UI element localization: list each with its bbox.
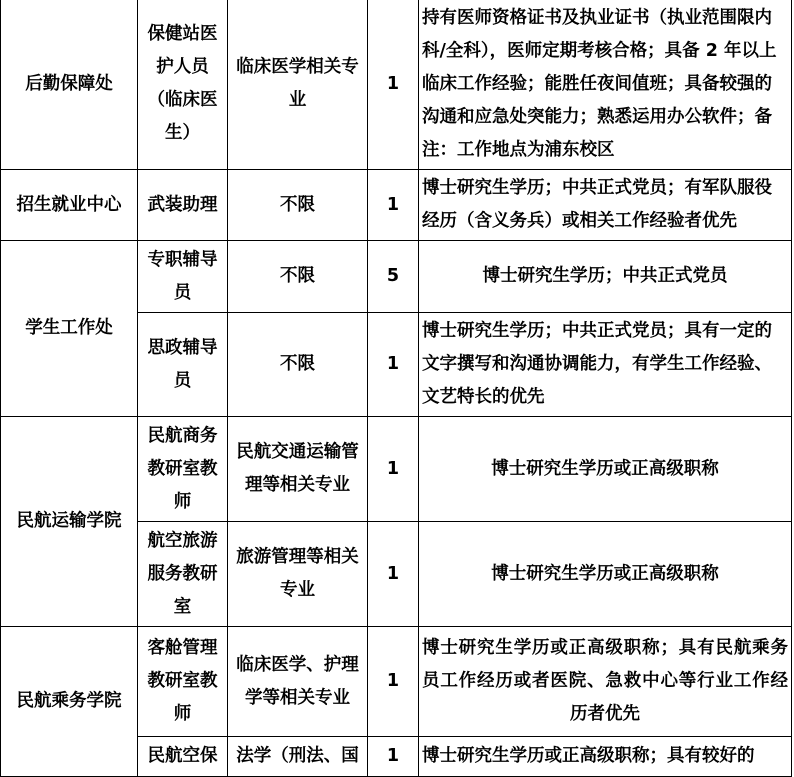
major-cell: 不限 — [228, 241, 368, 313]
count-cell: 1 — [368, 0, 419, 170]
position-cell: 思政辅导员 — [138, 313, 228, 417]
requirements-cell: 博士研究生学历；中共正式党员；具有一定的文字撰写和沟通协调能力，有学生工作经验、文艺特长的优先 — [419, 313, 792, 417]
table-row — [1, 170, 792, 241]
count-cell: 1 — [368, 627, 419, 737]
count-cell: 1 — [368, 170, 419, 241]
requirements-cell: 博士研究生学历或正高级职称 — [419, 522, 792, 627]
requirements-cell: 博士研究生学历或正高级职称 — [419, 417, 792, 522]
position-cell: 民航空保 — [138, 737, 228, 777]
count-cell: 1 — [368, 313, 419, 417]
department-cell: 学生工作处 — [1, 241, 138, 417]
department-cell: 后勤保障处 — [1, 0, 138, 170]
position-cell: 客舱管理教研室教师 — [138, 627, 228, 737]
department-cell: 民航运输学院 — [1, 417, 138, 627]
requirements-cell: 博士研究生学历或正高级职称；具有民航乘务员工作经历或者医院、急救中心等行业工作经历者优先 — [419, 627, 792, 737]
position-cell: 专职辅导员 — [138, 241, 228, 313]
requirements-cell: 博士研究生学历；中共正式党员 — [419, 241, 792, 313]
table-row — [1, 241, 792, 313]
major-cell: 旅游管理等相关专业 — [228, 522, 368, 627]
count-cell: 1 — [368, 737, 419, 777]
department-cell: 民航乘务学院 — [1, 627, 138, 777]
position-cell: 航空旅游服务教研室 — [138, 522, 228, 627]
requirements-cell: 博士研究生学历或正高级职称；具有较好的 — [419, 737, 792, 777]
table-row — [1, 627, 792, 737]
major-cell: 民航交通运输管理等相关专业 — [228, 417, 368, 522]
table-row — [1, 0, 792, 170]
major-cell: 不限 — [228, 170, 368, 241]
table-row — [1, 417, 792, 522]
position-cell: 武装助理 — [138, 170, 228, 241]
count-cell: 5 — [368, 241, 419, 313]
major-cell: 不限 — [228, 313, 368, 417]
count-cell: 1 — [368, 417, 419, 522]
position-cell: 民航商务教研室教师 — [138, 417, 228, 522]
major-cell: 法学（刑法、国 — [228, 737, 368, 777]
requirements-cell: 持有医师资格证书及执业证书（执业范围限内科/全科），医师定期考核合格；具备 2 年以上临床工作经验；能胜任夜间值班；具备较强的沟通和应急处突能力；熟悉运用办公软件；备注：工作地点为浦东校区 — [419, 0, 792, 170]
major-cell: 临床医学相关专业 — [228, 0, 368, 170]
position-cell: 保健站医护人员（临床医生） — [138, 0, 228, 170]
major-cell: 临床医学、护理学等相关专业 — [228, 627, 368, 737]
requirements-cell: 博士研究生学历；中共正式党员；有军队服役经历（含义务兵）或相关工作经验者优先 — [419, 170, 792, 241]
count-cell: 1 — [368, 522, 419, 627]
department-cell: 招生就业中心 — [1, 170, 138, 241]
